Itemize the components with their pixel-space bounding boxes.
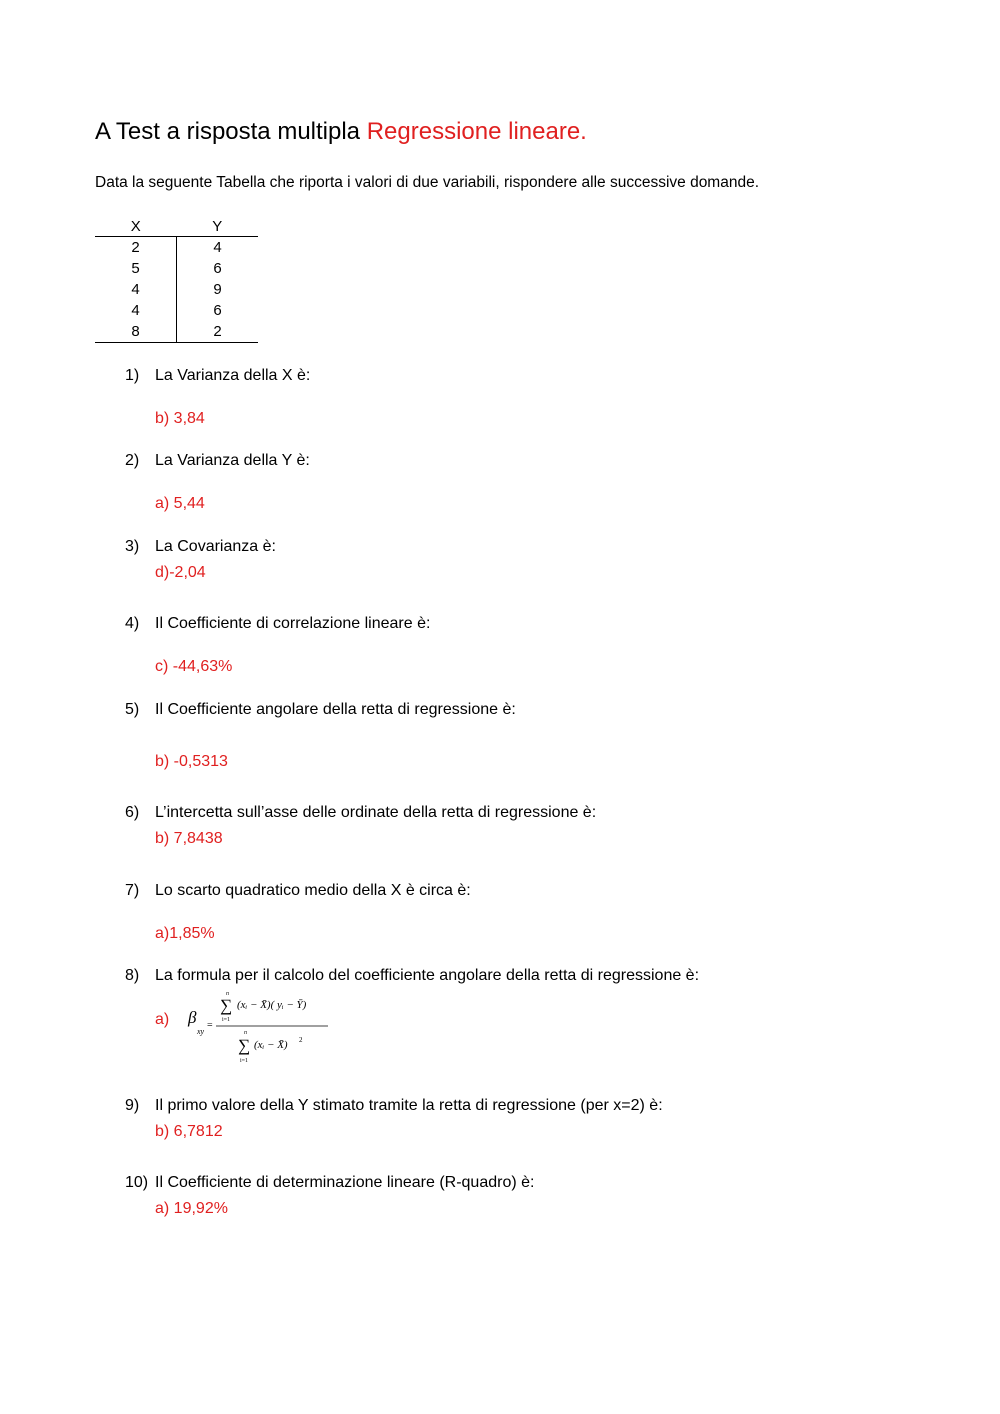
title-prefix: A Test a risposta multipla xyxy=(95,118,361,145)
question-text: Lo scarto quadratico medio della X è circa è: xyxy=(155,882,471,899)
question-number: 4) xyxy=(125,615,140,632)
cell-y: 6 xyxy=(213,260,222,277)
question-8 xyxy=(125,967,699,985)
question-number: 8) xyxy=(125,967,140,984)
numerator-sum-upper: n xyxy=(226,991,229,997)
title-highlight: Regressione lineare. xyxy=(366,118,587,145)
question-number: 6) xyxy=(125,804,140,821)
question-number: 3) xyxy=(125,538,140,555)
question-5 xyxy=(125,701,516,719)
question-number: 10) xyxy=(125,1174,149,1191)
cell-y: 2 xyxy=(177,321,259,343)
answer-5: b) -0,5313 xyxy=(155,753,228,770)
table-header-row xyxy=(95,217,258,237)
question-text: La Varianza della X è: xyxy=(155,367,311,384)
question-3 xyxy=(125,538,276,556)
answer-6: b) 7,8438 xyxy=(155,830,223,847)
formula-numerator: (xᵢ − X̄)( yᵢ − Ȳ) xyxy=(237,999,307,1011)
table-row xyxy=(95,300,258,321)
question-7 xyxy=(125,882,471,900)
cell-x: 2 xyxy=(95,237,177,259)
table-row xyxy=(95,237,258,259)
cell-y: 4 xyxy=(213,239,222,256)
regression-slope-formula xyxy=(186,990,336,1065)
cell-y: 6 xyxy=(213,302,222,319)
numerator-sum-lower: i=1 xyxy=(222,1017,231,1023)
table-row xyxy=(95,321,258,343)
question-number: 2) xyxy=(125,452,140,469)
question-text: La Varianza della Y è: xyxy=(155,452,310,469)
answer-3: d)-2,04 xyxy=(155,564,206,581)
answer-4: c) -44,63% xyxy=(155,658,233,675)
answer-8: a) xyxy=(155,1011,170,1028)
formula-square: 2 xyxy=(299,1036,303,1044)
question-text: L’intercetta sull’asse delle ordinate della retta di regressione è: xyxy=(155,804,597,821)
question-2 xyxy=(125,452,310,470)
formula-denominator: (xᵢ − X̄) xyxy=(254,1039,288,1051)
formula-beta-subscript: xy xyxy=(197,1027,205,1036)
header-y: Y xyxy=(177,217,259,237)
cell-x: 8 xyxy=(95,321,177,343)
question-9 xyxy=(125,1097,663,1115)
question-4 xyxy=(125,615,430,633)
question-number: 7) xyxy=(125,882,140,899)
page-title xyxy=(95,118,587,146)
denominator-sum-lower: i=1 xyxy=(240,1058,249,1064)
cell-y: 9 xyxy=(213,281,222,298)
data-table xyxy=(95,217,258,343)
table-row xyxy=(95,279,258,300)
formula-beta: β xyxy=(188,1008,197,1027)
question-text: Il primo valore della Y stimato tramite la retta di regressione (per x=2) è: xyxy=(155,1097,663,1114)
answer-7: a)1,85% xyxy=(155,925,215,942)
answer-10: a) 19,92% xyxy=(155,1200,228,1217)
question-1 xyxy=(125,367,310,385)
answer-9: b) 6,7812 xyxy=(155,1123,223,1140)
header-x: X xyxy=(95,217,177,237)
formula-equals: = xyxy=(207,1020,213,1031)
question-text: Il Coefficiente di determinazione lineare (R-quadro) è: xyxy=(155,1174,535,1191)
denominator-sum-upper: n xyxy=(244,1030,247,1036)
answer-1: b) 3,84 xyxy=(155,410,205,427)
cell-x: 4 xyxy=(95,300,177,321)
question-10 xyxy=(125,1174,534,1192)
intro-text: Data la seguente Tabella che riporta i valori di due variabili, rispondere alle successive domande. xyxy=(95,174,760,191)
question-text: Il Coefficiente di correlazione lineare è: xyxy=(155,615,431,632)
question-number: 9) xyxy=(125,1097,140,1114)
cell-x: 4 xyxy=(95,279,177,300)
question-number: 1) xyxy=(125,367,140,384)
question-text: Il Coefficiente angolare della retta di regressione è: xyxy=(155,701,516,718)
question-6 xyxy=(125,804,596,822)
answer-2: a) 5,44 xyxy=(155,495,205,512)
question-number: 5) xyxy=(125,701,140,718)
numerator-sum-icon: ∑ xyxy=(220,996,233,1015)
question-text: La Covarianza è: xyxy=(155,538,276,555)
table-row xyxy=(95,258,258,279)
question-text: La formula per il calcolo del coefficiente angolare della retta di regressione è: xyxy=(155,967,700,984)
denominator-sum-icon: ∑ xyxy=(238,1036,251,1055)
cell-x: 5 xyxy=(95,258,177,279)
